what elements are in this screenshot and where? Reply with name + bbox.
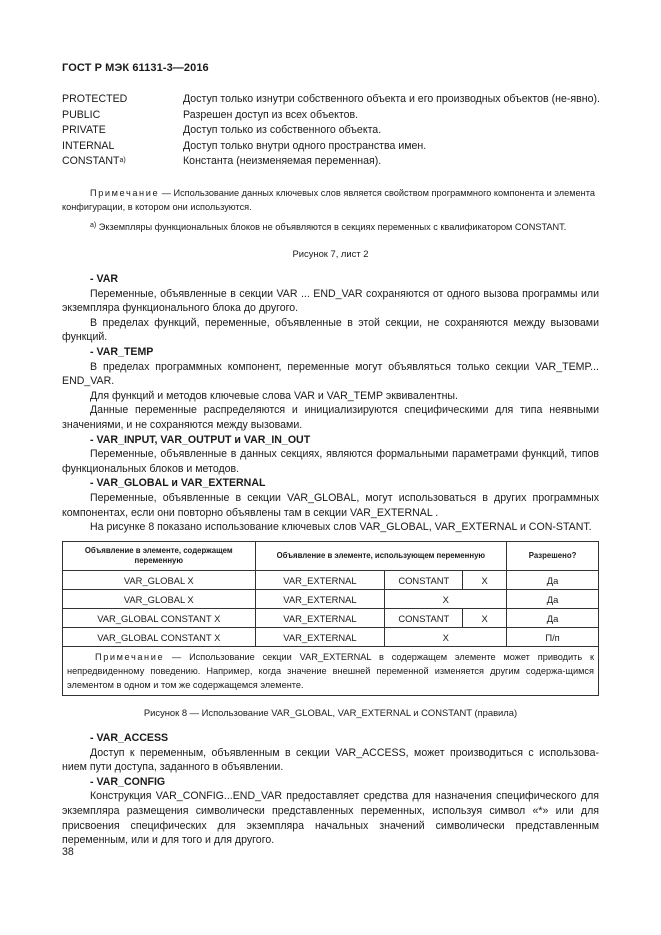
note-label: Примечание: [95, 652, 165, 662]
table-cell: X: [385, 628, 507, 647]
section-heading-var-global: - VAR_GLOBAL и VAR_EXTERNAL: [90, 477, 266, 490]
paragraph: На рисунке 8 показано использование ключевых слов VAR_GLOBAL, VAR_EXTERNAL и CON-STANT.: [90, 521, 592, 534]
page-number: 38: [62, 846, 74, 858]
table-header-cell: Разрешено?: [507, 542, 599, 571]
definition-desc: Константа (неизменяемая переменная).: [183, 155, 382, 167]
section-heading-var-io: - VAR_INPUT, VAR_OUTPUT и VAR_IN_OUT: [90, 433, 311, 446]
section-heading-var-config: - VAR_CONFIG: [90, 775, 166, 788]
var-global-rules-table: [62, 541, 599, 696]
paragraph: Данные переменные распределяются и инициализируются специфическими для типа неявными значениями, и не сохраняются между вызовами.: [62, 404, 599, 431]
table-cell: VAR_EXTERNAL: [255, 609, 385, 628]
table-header-cell: Объявление в элементе, использующем переменную: [255, 542, 507, 571]
table-header-row: [63, 542, 599, 571]
table-row: [63, 571, 599, 590]
table-cell: X: [463, 571, 507, 590]
paragraph: В пределах программных компонент, переменные могут объявляться только секции VAR_TEMP... END_VAR.: [62, 360, 599, 388]
table-cell: X: [463, 609, 507, 628]
definition-desc: Доступ только внутри одного пространства имен.: [183, 139, 427, 152]
access-definitions: [62, 92, 602, 170]
table-cell: Да: [507, 590, 599, 609]
definition-row: [62, 108, 602, 124]
definition-row: [62, 92, 602, 108]
footnote-marker: а): [119, 157, 126, 164]
footnote-mark: а): [90, 222, 97, 229]
definition-term: INTERNAL: [62, 139, 115, 152]
paragraph: Доступ к переменным, объявленным в секции VAR_ACCESS, может производиться с использова-нием пути доступа, заданного в объявлении.: [62, 746, 599, 774]
section-heading-var: - VAR: [90, 273, 119, 285]
paragraph: Для функций и методов ключевые слова VAR и VAR_TEMP эквивалентны.: [90, 389, 458, 402]
section-text-2: [62, 731, 599, 848]
table-cell: VAR_GLOBAL X: [63, 590, 256, 609]
page-header: ГОСТ Р МЭК 61131-3—2016: [62, 62, 209, 74]
definition-term: [62, 154, 183, 170]
definition-term: PROTECTED: [62, 93, 128, 105]
paragraph: Переменные, объявленные в секции VAR ... END_VAR сохраняются от одного вызова программы или экземпляра функционального блока до другого.: [62, 287, 599, 315]
table-note-row: [63, 647, 599, 696]
definition-desc: Доступ только из собственного объекта.: [183, 124, 382, 136]
table-cell: X: [385, 590, 507, 609]
table-cell: VAR_EXTERNAL: [255, 571, 385, 590]
paragraph: Переменные, объявленные в секции VAR_GLOBAL, могут использоваться в других программных компонентах, если они повторно объявлены там в секции VAR_EXTERNAL .: [62, 491, 599, 519]
table-cell: VAR_GLOBAL CONSTANT X: [63, 628, 256, 647]
note-label: Примечание: [90, 188, 160, 198]
definition-desc: Доступ только изнутри собственного объекта и его производных объектов (не-явно).: [183, 93, 600, 105]
table-cell: П/п: [507, 628, 599, 647]
figure-8-caption: Рисунок 8 — Использование VAR_GLOBAL, VAR_EXTERNAL и CONSTANT (правила): [143, 707, 518, 718]
footnote: [62, 220, 599, 234]
section-text: [62, 272, 599, 535]
section-heading-var-temp: - VAR_TEMP: [90, 345, 154, 358]
paragraph: В пределах функций, переменные, объявленные в этой секции, не сохраняются между вызовами функций.: [62, 316, 599, 344]
figure-7-caption: Рисунок 7, лист 2: [292, 248, 369, 259]
table-cell: VAR_GLOBAL CONSTANT X: [63, 609, 256, 628]
table-header-cell: Объявление в элементе, содержащем переменную: [63, 542, 256, 571]
paragraph: Конструкция VAR_CONFIG...END_VAR предоставляет средства для назначения специфического для экземпляра размещения символически представленных переменных, используя символ «*» или для присвоения специфических для экземпляра начальных значений символически представленным переменным, или и для того и для другого.: [62, 790, 599, 847]
table-cell: Да: [507, 571, 599, 590]
table-cell: Да: [507, 609, 599, 628]
definition-term: PUBLIC: [62, 108, 101, 121]
note-text: — Использование данных ключевых слов является свойством программного компонента и элемента конфигурации, в котором они используются.: [62, 188, 595, 212]
table-cell: VAR_EXTERNAL: [255, 628, 385, 647]
note-text: — Использование секции VAR_EXTERNAL в содержащем элементе может приводить к непредвиденному поведению. Например, когда значение внешней переменной изменяется другим содержа-щимся элементом в одном и том же содержащемся элементе.: [67, 652, 594, 690]
paragraph: Переменные, объявленные в данных секциях, являются формальными параметрами функций, типов функциональных блоков и методов.: [62, 448, 599, 475]
table-cell: CONSTANT: [385, 571, 463, 590]
definition-row: [62, 154, 602, 170]
table-cell: VAR_GLOBAL X: [63, 571, 256, 590]
table-row: [63, 590, 599, 609]
definition-row: [62, 139, 602, 155]
table-note: [63, 647, 599, 696]
table-row: [63, 628, 599, 647]
definition-desc: Разрешен доступ из всех объектов.: [183, 108, 359, 121]
table-row: [63, 609, 599, 628]
section-heading-var-access: - VAR_ACCESS: [90, 732, 169, 744]
footnote-text: Экземпляры функциональных блоков не объявляются в секциях переменных с квалификатором CONSTANT.: [96, 222, 567, 232]
table-cell: VAR_EXTERNAL: [255, 590, 385, 609]
definition-term-text: CONSTANT: [62, 155, 120, 167]
note-keywords: [62, 186, 599, 214]
definition-term: PRIVATE: [62, 124, 106, 136]
table-cell: CONSTANT: [385, 609, 463, 628]
definition-row: [62, 123, 602, 139]
